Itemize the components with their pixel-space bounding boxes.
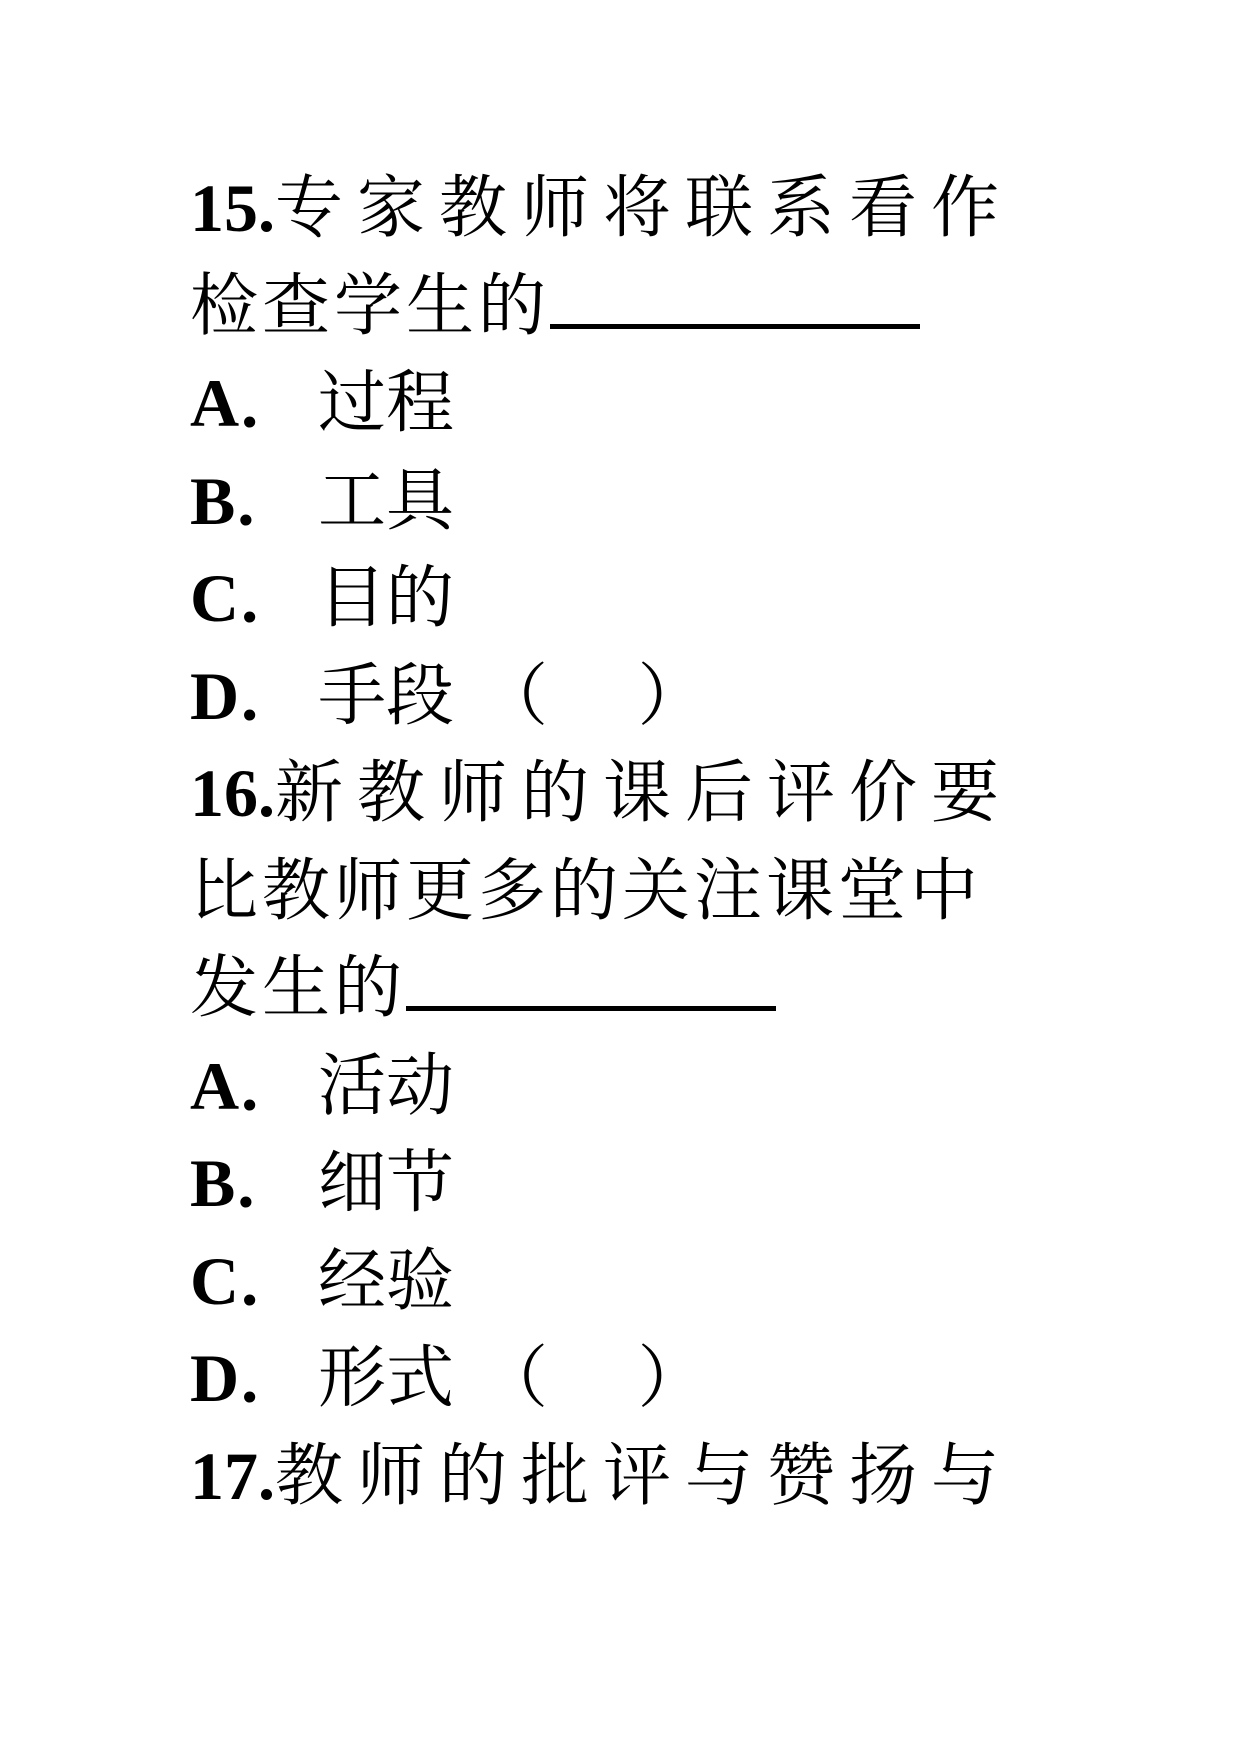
option-letter: D． <box>190 1340 308 1416</box>
option-letter: C． <box>190 1242 308 1319</box>
answer-parentheses: （ ） <box>480 1339 706 1418</box>
option-letter: C． <box>190 560 308 636</box>
option-letter: A． <box>190 365 308 441</box>
question-17-stem-line-1 <box>190 1428 1060 1526</box>
option-b <box>190 453 1060 551</box>
question-16-stem-line-3 <box>190 940 1060 1038</box>
question-stem: 发生的 <box>190 949 407 1028</box>
question-stem: 教师的批评与赞扬与 <box>275 1436 1014 1516</box>
option-d <box>190 1330 1060 1428</box>
option-c <box>190 550 1060 648</box>
answer-blank <box>550 264 920 329</box>
option-letter: A． <box>190 1047 308 1124</box>
option-b <box>190 1135 1060 1233</box>
option-text: 手段 <box>318 656 455 736</box>
exam-page <box>190 160 1060 1525</box>
option-text: 形式 <box>318 1339 455 1418</box>
question-stem: 检查学生的 <box>190 266 551 346</box>
question-number: 17. <box>190 1437 275 1514</box>
option-letter: D． <box>190 657 308 734</box>
answer-parentheses: （ ） <box>480 656 706 736</box>
option-text: 经验 <box>318 1241 455 1321</box>
option-text: 细节 <box>318 1144 455 1223</box>
question-stem: 专家教师将联系看作 <box>275 169 1014 248</box>
question-15-stem-line-2 <box>190 258 1060 356</box>
option-letter: B． <box>190 1145 304 1221</box>
option-letter: B． <box>190 462 304 539</box>
question-number: 15. <box>190 170 275 246</box>
option-d <box>190 648 1060 746</box>
option-text: 活动 <box>318 1046 455 1126</box>
question-16-stem-line-1 <box>190 745 1060 843</box>
option-c <box>190 1233 1060 1331</box>
answer-blank <box>406 946 776 1011</box>
option-a <box>190 1038 1060 1136</box>
question-stem: 新教师的课后评价要 <box>275 754 1014 833</box>
question-number: 16. <box>190 755 275 831</box>
option-text: 工具 <box>318 461 455 541</box>
question-stem: 比教师更多的关注课堂中 <box>190 851 983 931</box>
question-16-stem-line-2 <box>190 843 1060 941</box>
option-text: 目的 <box>318 559 455 638</box>
option-text: 过程 <box>318 364 455 443</box>
option-a <box>190 355 1060 453</box>
question-15-stem-line-1 <box>190 160 1060 258</box>
